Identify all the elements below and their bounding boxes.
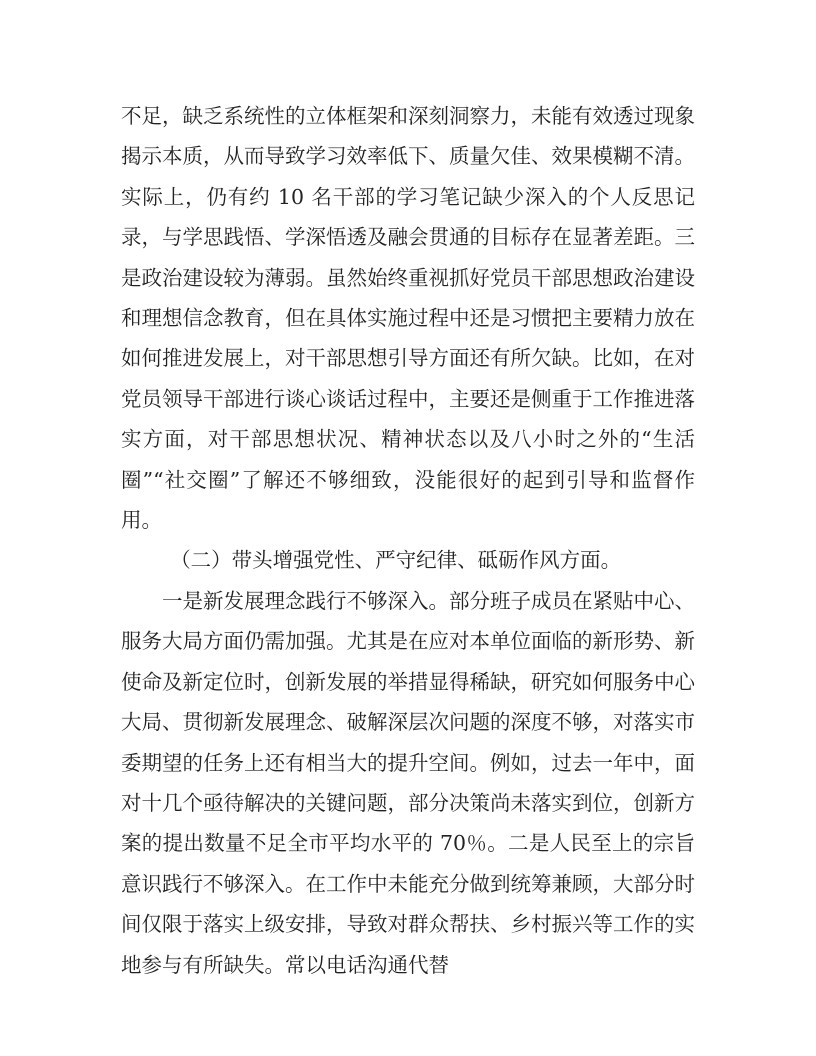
document-body — [121, 96, 695, 985]
paragraph-body: 一是新发展理念践行不够深入。部分班子成员在紧贴中心、服务大局方面仍需加强。尤其是在应对本单位面临的新形势、新使命及新定位时，创新发展的举措显得稀缺，研究如何服务中心大局、贯彻新发展理念、破解深层次问题的深度不够，对落实市委期望的任务上还有相当大的提升空间。例如，过去一年中，面对十几个亟待解决的关键问题，部分决策尚未落实到位，创新方案的提出数量不足全市平均水平的 70％。二是人民至上的宗旨意识践行不够深入。在工作中未能充分做到统筹兼顾，大部分时间仅限于落实上级安排，导致对群众帮扶、乡村振兴等工作的实地参与有所缺失。常以电话沟通代替 — [121, 588, 695, 977]
paragraph-continuation: 不足，缺乏系统性的立体框架和深刻洞察力，未能有效透过现象揭示本质，从而导致学习效率低下、质量欠佳、效果模糊不清。实际上，仍有约 10 名干部的学习笔记缺少深入的个人反思记录，与学思践悟、学深悟透及融会贯通的目标存在显著差距。三是政治建设较为薄弱。虽然始终重视抓好党员干部思想政治建设和理想信念教育，但在具体实施过程中还是习惯把主要精力放在如何推进发展上，对干部思想引导方面还有所欠缺。比如，在对党员领导干部进行谈心谈话过程中，主要还是侧重于工作推进落实方面，对干部思想状况、精神状态以及八小时之外的“生活圈”“社交圈”了解还不够细致，没能很好的起到引导和监督作用。 — [121, 104, 695, 533]
section-heading: （二）带头增强党性、严守纪律、砥砺作风方面。 — [170, 548, 622, 573]
